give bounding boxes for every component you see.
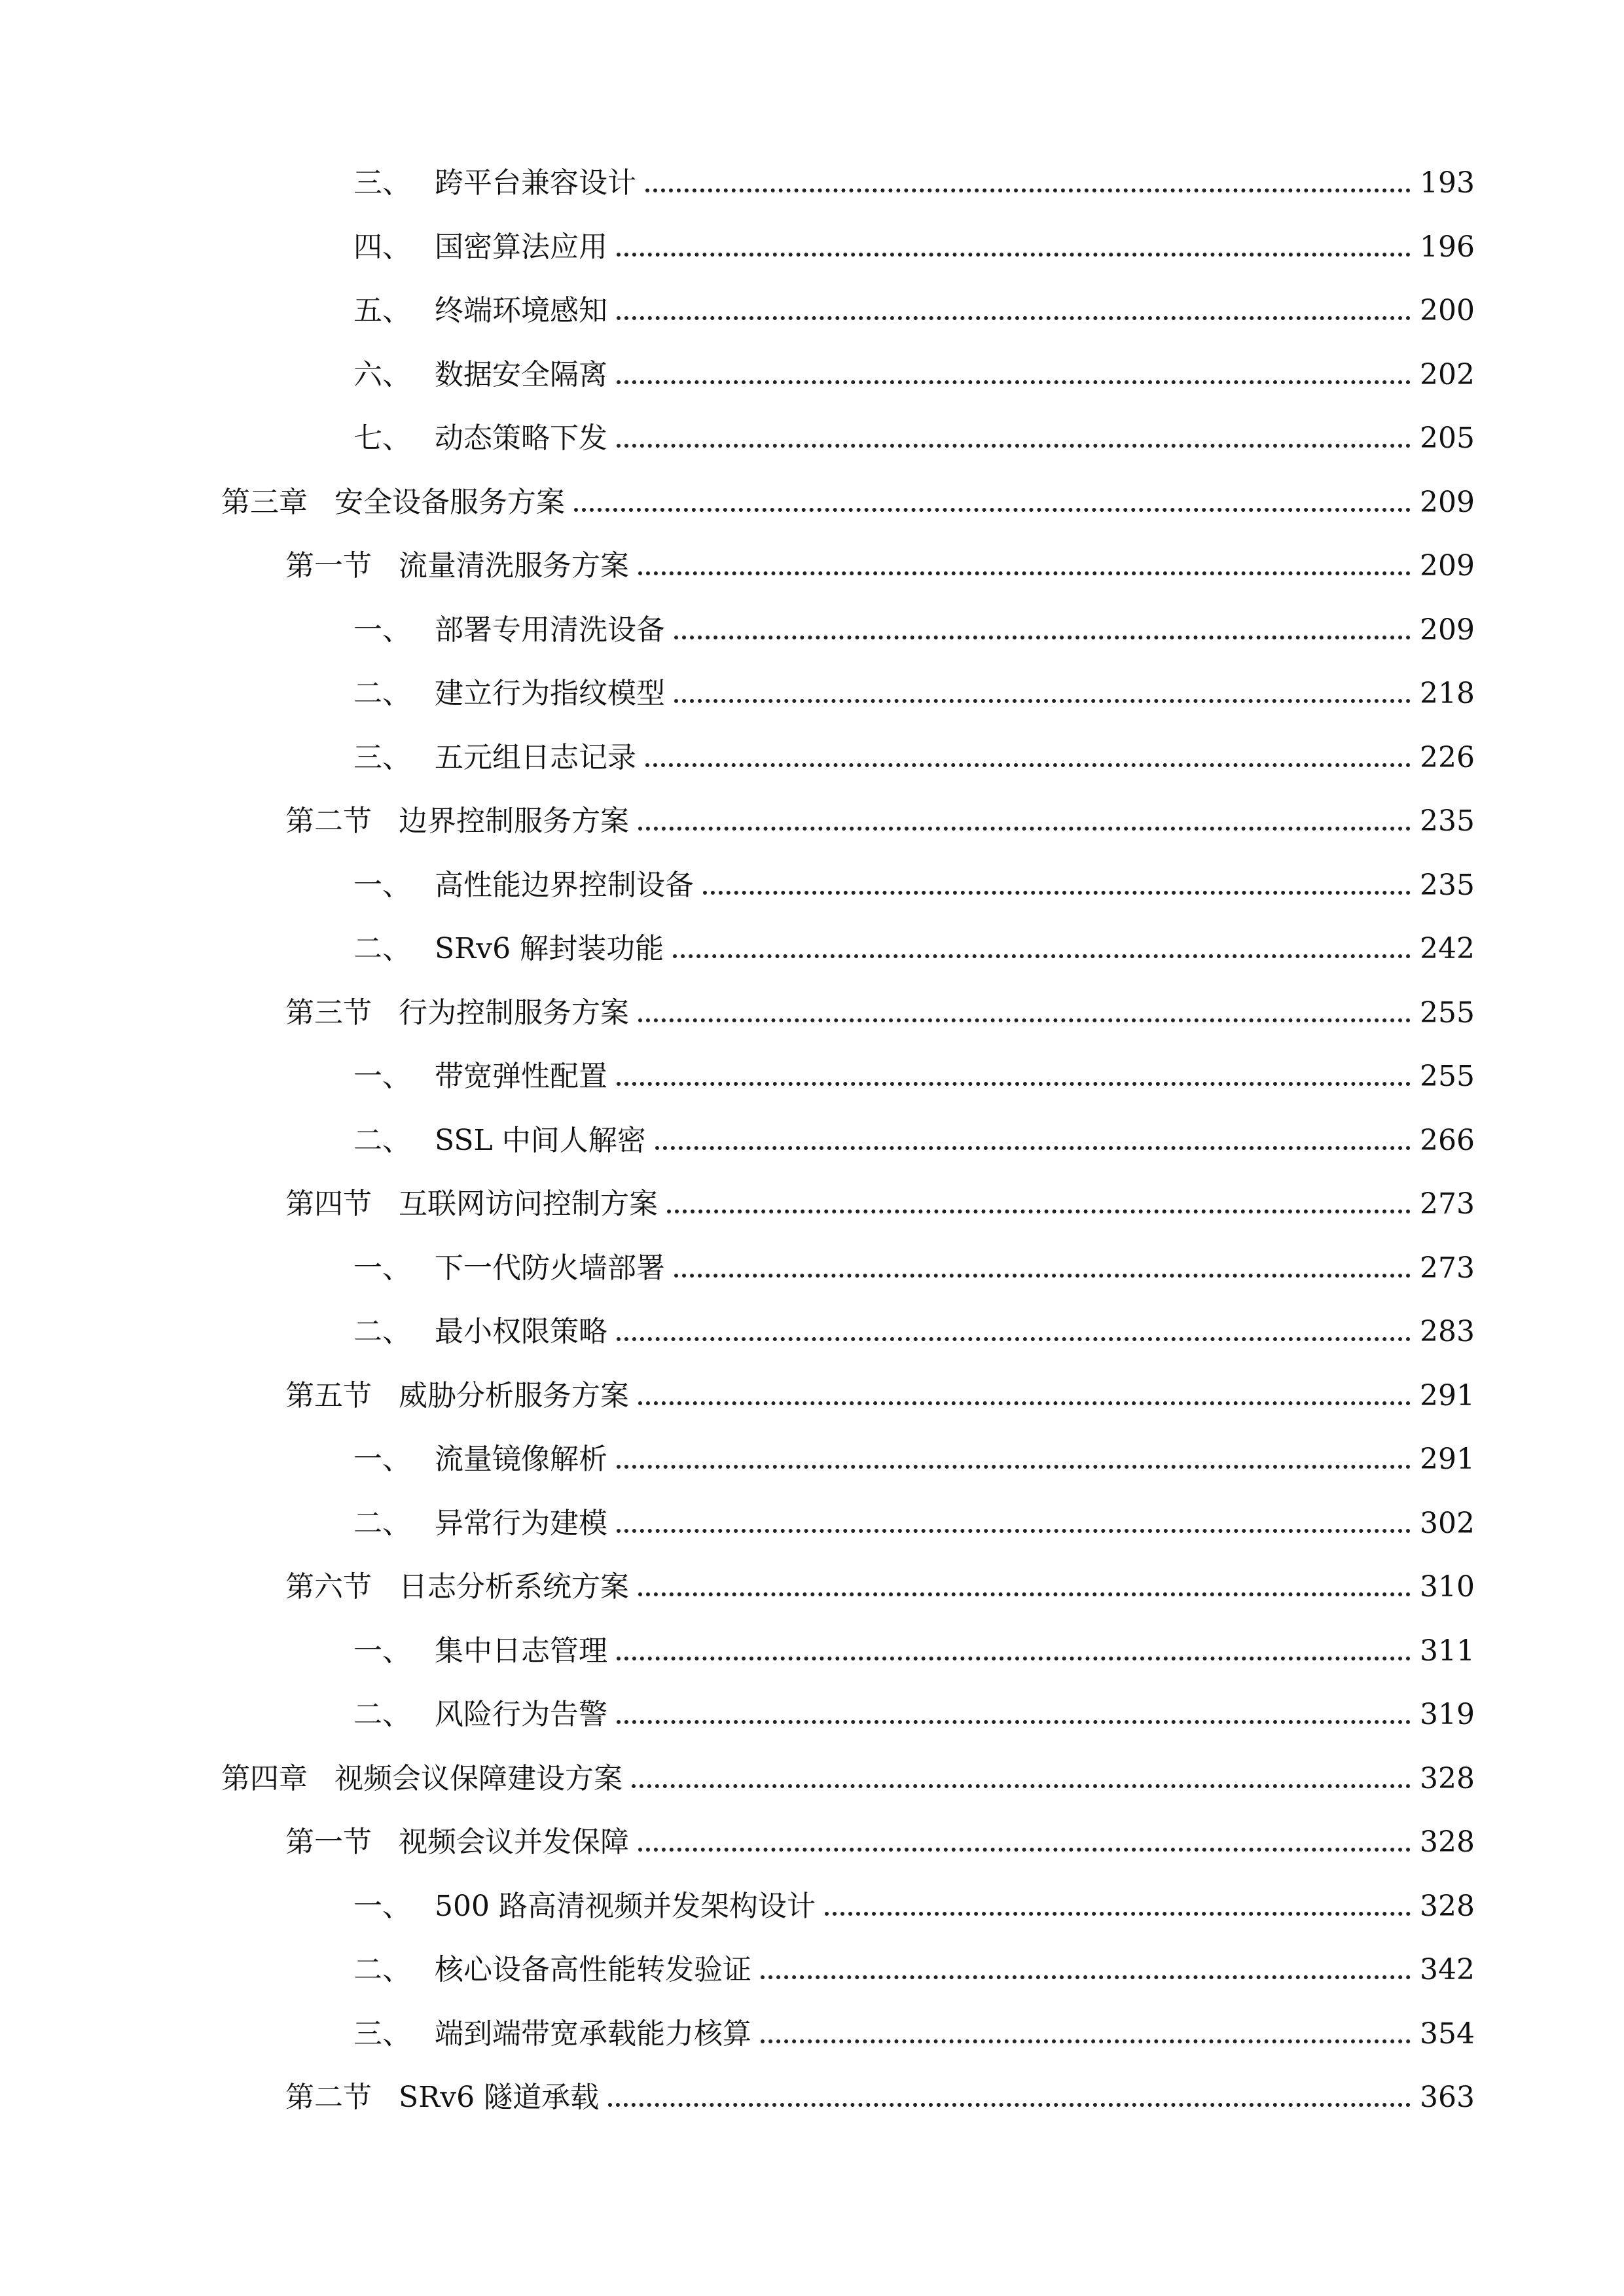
- toc-section-entry[interactable]: [285, 1363, 1475, 1410]
- toc-entry-page-number: 218: [1420, 677, 1475, 710]
- toc-entry-title: 集中日志管理: [435, 1634, 607, 1668]
- toc-subsection-entry[interactable]: [353, 1682, 1475, 1729]
- toc-entry-page-number: 209: [1420, 613, 1475, 647]
- toc-subsection-entry[interactable]: [353, 1299, 1475, 1346]
- toc-section-entry[interactable]: [285, 2065, 1475, 2112]
- toc-dot-leader: [761, 1975, 1411, 1979]
- toc-entry-number: 一、: [353, 1251, 411, 1285]
- toc-entry-page-number: 226: [1420, 741, 1475, 774]
- toc-subsection-entry[interactable]: [353, 853, 1475, 900]
- toc-entry-number: 六、: [353, 358, 411, 391]
- toc-dot-leader: [761, 2039, 1411, 2043]
- toc-entry-title: 边界控制服务方案: [399, 804, 629, 838]
- toc-entry-number: 二、: [353, 932, 411, 965]
- toc-entry-title: 流量清洗服务方案: [399, 549, 629, 583]
- toc-subsection-entry[interactable]: [353, 278, 1475, 325]
- toc-entry-number: 二、: [353, 1953, 411, 1986]
- toc-entry-number: 一、: [353, 869, 411, 902]
- toc-entry-title: 视频会议并发保障: [399, 1825, 629, 1859]
- toc-entry-number: 一、: [353, 1060, 411, 1093]
- toc-subsection-entry[interactable]: [353, 725, 1475, 772]
- toc-section-entry[interactable]: [285, 1810, 1475, 1857]
- toc-dot-leader: [608, 2103, 1411, 2107]
- toc-entry-number: 二、: [353, 677, 411, 710]
- toc-dot-leader: [638, 827, 1411, 831]
- toc-entry-title: 行为控制服务方案: [399, 996, 629, 1030]
- toc-entry-page-number: 302: [1420, 1507, 1475, 1540]
- toc-subsection-entry[interactable]: [353, 342, 1475, 389]
- toc-entry-title: 国密算法应用: [435, 230, 607, 264]
- toc-dot-leader: [574, 508, 1411, 512]
- toc-dot-leader: [645, 188, 1411, 192]
- toc-section-entry[interactable]: [285, 980, 1475, 1028]
- toc-entry-title: 最小权限策略: [435, 1315, 607, 1348]
- toc-dot-leader: [674, 636, 1411, 639]
- toc-entry-number: 第一节: [285, 549, 372, 583]
- toc-entry-page-number: 235: [1420, 804, 1475, 838]
- toc-entry-page-number: 291: [1420, 1443, 1475, 1476]
- toc-entry-number: 三、: [353, 2017, 411, 2051]
- toc-entry-title: 核心设备高性能转发验证: [435, 1953, 751, 1986]
- toc-entry-page-number: 200: [1420, 294, 1475, 327]
- toc-entry-page-number: 242: [1420, 932, 1475, 965]
- toc-subsection-entry[interactable]: [353, 2001, 1475, 2049]
- toc-entry-title: 跨平台兼容设计: [435, 166, 636, 200]
- toc-entry-page-number: 311: [1420, 1634, 1475, 1668]
- toc-section-entry[interactable]: [285, 1172, 1475, 1219]
- toc-subsection-entry[interactable]: [353, 1619, 1475, 1666]
- toc-entry-page-number: 209: [1420, 486, 1475, 519]
- toc-entry-title: 流量镜像解析: [435, 1443, 607, 1476]
- toc-entry-page-number: 235: [1420, 869, 1475, 902]
- toc-dot-leader: [617, 1465, 1411, 1469]
- toc-subsection-entry[interactable]: [353, 1874, 1475, 1921]
- toc-dot-leader: [617, 253, 1411, 257]
- toc-dot-leader: [638, 1401, 1411, 1405]
- toc-dot-leader: [617, 1337, 1411, 1341]
- toc-subsection-entry[interactable]: [353, 406, 1475, 453]
- toc-entry-page-number: 342: [1420, 1953, 1475, 1986]
- toc-entry-page-number: 193: [1420, 166, 1475, 200]
- toc-dot-leader: [617, 1720, 1411, 1724]
- toc-entry-page-number: 328: [1420, 1890, 1475, 1923]
- toc-entry-number: 四、: [353, 230, 411, 264]
- toc-entry-title: 终端环境感知: [435, 294, 607, 327]
- toc-entry-page-number: 291: [1420, 1379, 1475, 1412]
- toc-dot-leader: [617, 1529, 1411, 1533]
- toc-dot-leader: [645, 763, 1411, 767]
- toc-entry-title: 带宽弹性配置: [435, 1060, 607, 1093]
- toc-subsection-entry[interactable]: [353, 1044, 1475, 1091]
- toc-section-entry[interactable]: [285, 533, 1475, 581]
- toc-dot-leader: [667, 1210, 1411, 1213]
- toc-entry-title: 建立行为指纹模型: [435, 677, 665, 710]
- toc-subsection-entry[interactable]: [353, 1491, 1475, 1538]
- toc-entry-number: 第六节: [285, 1570, 372, 1604]
- toc-entry-page-number: 328: [1420, 1762, 1475, 1795]
- toc-dot-leader: [617, 1082, 1411, 1086]
- toc-entry-number: 第二节: [285, 804, 372, 838]
- toc-entry-page-number: 255: [1420, 1060, 1475, 1093]
- toc-entry-title: 高性能边界控制设备: [435, 869, 694, 902]
- toc-entry-number: 第四节: [285, 1187, 372, 1221]
- toc-entry-number: 二、: [353, 1507, 411, 1540]
- toc-entry-number: 一、: [353, 1890, 411, 1923]
- toc-entry-title: 视频会议保障建设方案: [334, 1762, 623, 1795]
- toc-dot-leader: [617, 1657, 1411, 1660]
- toc-dot-leader: [674, 699, 1411, 703]
- toc-entry-title: 下一代防火墙部署: [435, 1251, 665, 1285]
- toc-entry-title: SRv6 解封装功能: [435, 932, 664, 965]
- toc-subsection-entry[interactable]: [353, 1236, 1475, 1283]
- toc-entry-page-number: 273: [1420, 1187, 1475, 1221]
- toc-entry-page-number: 283: [1420, 1315, 1475, 1348]
- toc-entry-number: 三、: [353, 741, 411, 774]
- toc-dot-leader: [617, 380, 1411, 384]
- toc-entry-page-number: 354: [1420, 2017, 1475, 2051]
- toc-entry-title: 端到端带宽承载能力核算: [435, 2017, 751, 2051]
- toc-dot-leader: [638, 1018, 1411, 1022]
- toc-entry-number: 二、: [353, 1124, 411, 1157]
- toc-entry-page-number: 209: [1420, 549, 1475, 583]
- toc-subsection-entry[interactable]: [353, 1108, 1475, 1155]
- toc-entry-page-number: 310: [1420, 1570, 1475, 1604]
- toc-entry-page-number: 202: [1420, 358, 1475, 391]
- toc-subsection-entry[interactable]: [353, 916, 1475, 963]
- toc-entry-title: 威胁分析服务方案: [399, 1379, 629, 1412]
- toc-dot-leader: [674, 1274, 1411, 1278]
- toc-dot-leader: [632, 1784, 1411, 1788]
- toc-chapter-entry[interactable]: [221, 1746, 1475, 1793]
- toc-dot-leader: [673, 954, 1411, 958]
- toc-dot-leader: [638, 1592, 1411, 1596]
- toc-entry-title: SRv6 隧道承载: [399, 2081, 600, 2114]
- toc-dot-leader: [638, 571, 1411, 575]
- toc-subsection-entry[interactable]: [353, 1937, 1475, 1984]
- toc-entry-title: 风险行为告警: [435, 1698, 607, 1731]
- toc-entry-page-number: 266: [1420, 1124, 1475, 1157]
- toc-entry-number: 二、: [353, 1315, 411, 1348]
- toc-dot-leader: [655, 1146, 1411, 1150]
- toc-subsection-entry[interactable]: [353, 1427, 1475, 1474]
- toc-entry-number: 七、: [353, 422, 411, 455]
- toc-entry-page-number: 255: [1420, 996, 1475, 1030]
- toc-entry-number: 第四章: [221, 1762, 308, 1795]
- toc-entry-title: SSL 中间人解密: [435, 1124, 646, 1157]
- toc-entry-number: 一、: [353, 1443, 411, 1476]
- toc-entry-title: 异常行为建模: [435, 1507, 607, 1540]
- toc-subsection-entry[interactable]: [353, 598, 1475, 645]
- toc-entry-page-number: 363: [1420, 2081, 1475, 2114]
- toc-entry-number: 第三章: [221, 486, 308, 519]
- toc-entry-page-number: 273: [1420, 1251, 1475, 1285]
- toc-section-entry[interactable]: [285, 1554, 1475, 1602]
- toc-entry-number: 第一节: [285, 1825, 372, 1859]
- toc-entry-page-number: 196: [1420, 230, 1475, 264]
- toc-entry-number: 一、: [353, 1634, 411, 1668]
- toc-entry-page-number: 205: [1420, 422, 1475, 455]
- toc-entry-title: 动态策略下发: [435, 422, 607, 455]
- toc-dot-leader: [703, 891, 1411, 895]
- toc-entry-title: 500 路高清视频并发架构设计: [435, 1890, 816, 1923]
- toc-subsection-entry[interactable]: [353, 151, 1475, 198]
- toc-entry-page-number: 328: [1420, 1825, 1475, 1859]
- toc-entry-title: 数据安全隔离: [435, 358, 607, 391]
- toc-entry-title: 日志分析系统方案: [399, 1570, 629, 1604]
- toc-entry-number: 第三节: [285, 996, 372, 1030]
- toc-entry-title: 互联网访问控制方案: [399, 1187, 658, 1221]
- toc-entry-number: 一、: [353, 613, 411, 647]
- toc-entry-title: 五元组日志记录: [435, 741, 636, 774]
- toc-dot-leader: [617, 316, 1411, 320]
- toc-dot-leader: [617, 444, 1411, 448]
- toc-dot-leader: [825, 1912, 1411, 1916]
- toc-dot-leader: [638, 1848, 1411, 1852]
- toc-entry-page-number: 319: [1420, 1698, 1475, 1731]
- toc-entry-number: 第二节: [285, 2081, 372, 2114]
- toc-entry-number: 第五节: [285, 1379, 372, 1412]
- toc-section-entry[interactable]: [285, 789, 1475, 836]
- toc-entry-number: 五、: [353, 294, 411, 327]
- toc-entry-number: 二、: [353, 1698, 411, 1731]
- toc-entry-title: 部署专用清洗设备: [435, 613, 665, 647]
- toc-subsection-entry[interactable]: [353, 661, 1475, 708]
- toc-entry-title: 安全设备服务方案: [334, 486, 565, 519]
- toc-subsection-entry[interactable]: [353, 215, 1475, 262]
- toc-entry-number: 三、: [353, 166, 411, 200]
- toc-chapter-entry[interactable]: [221, 470, 1475, 517]
